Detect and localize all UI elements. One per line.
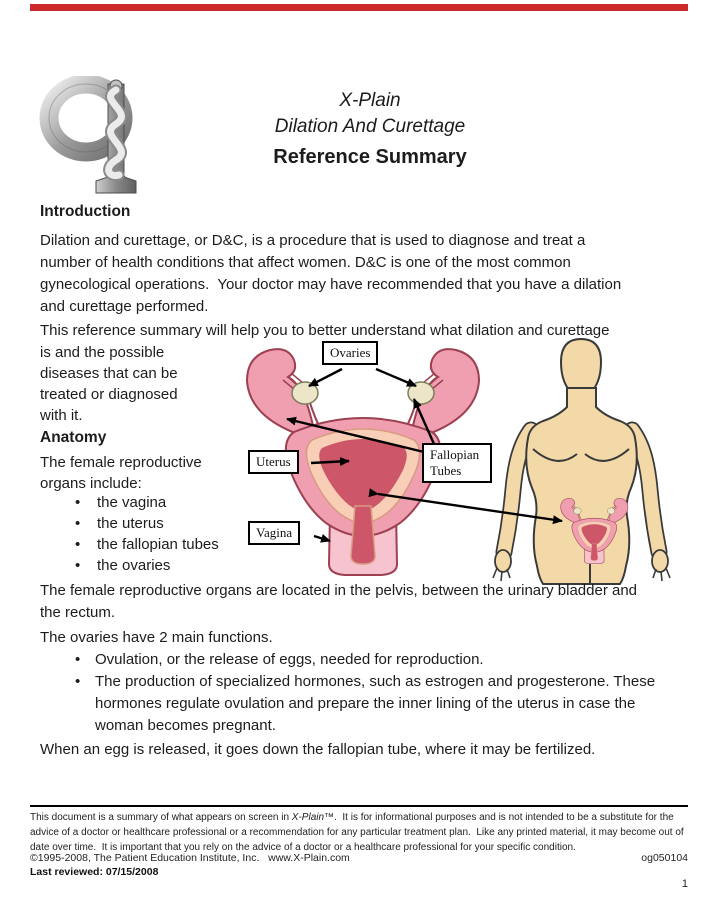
bullet-glyph: •: [75, 536, 81, 553]
footer-copyright: ©1995-2008, The Patient Education Institute, Inc. www.X-Plain.com: [30, 852, 350, 864]
title-subtitle: Reference Summary: [273, 146, 467, 168]
disclaimer-brand: X-Plain™: [291, 812, 335, 823]
bullet-glyph: •: [75, 557, 81, 574]
title-topic: Dilation And Curettage: [274, 116, 466, 137]
document-id: og050104: [641, 852, 688, 864]
anatomy-heading: Anatomy: [40, 429, 107, 446]
list-item-label: the fallopian tubes: [97, 536, 219, 553]
pelvis-paragraph: The female reproductive organs are located in the pelvis, between the urinary bladder and the rectum.: [40, 582, 642, 621]
list-item-label: The production of specialized hormones, such as estrogen and progesterone. These hormones regulate ovulation and prepare the inner lining of the uterus in case the woman becomes pregnant.: [95, 673, 660, 734]
label-ovaries: Ovaries: [322, 341, 378, 365]
list-item: [75, 649, 667, 671]
summary-paragraph-wrapped: is and the possible diseases that can be treated or diagnosed with it.: [40, 344, 182, 424]
introduction-paragraph: Dilation and curettage, or D&C, is a procedure that is used to diagnose and treat a number of health conditions that affect women. D&C is one of the most common gynecological operations. Your doctor may have recommended that you have a dilation and curettage performed.: [40, 232, 626, 315]
footer-disclaimer: [30, 810, 688, 855]
anatomy-lead: The female reproductive organs include:: [40, 454, 206, 492]
ovaries-functions-lead: The ovaries have 2 main functions.: [40, 629, 273, 646]
egg-paragraph: When an egg is released, it goes down the fallopian tube, where it may be fertilized.: [40, 741, 596, 758]
label-fallopian-tubes: Fallopian Tubes: [422, 443, 492, 483]
bullet-glyph: •: [75, 651, 81, 668]
title-brand: X-Plain: [339, 90, 401, 111]
list-item-label: the vagina: [97, 494, 167, 511]
disclaimer-text: This document is a summary of what appears on screen in: [30, 812, 292, 823]
list-item: [75, 671, 667, 737]
disclaimer-text: . It is for informational purposes and is not intended to be a substitute for the advice of a doctor or healthcare professional or a recommendation for any particular treatment plan. Like any printed material, it may become out of date over time. It is important that you rely on the advice of a doctor or a healthcare professional for your specific condition.: [30, 812, 687, 853]
last-reviewed: Last reviewed: 07/15/2008: [30, 866, 159, 878]
summary-paragraph-line1: This reference summary will help you to better understand what dilation and curettage: [40, 322, 610, 339]
bullet-glyph: •: [75, 515, 81, 532]
label-vagina: Vagina: [248, 521, 300, 545]
list-item-label: the uterus: [97, 515, 164, 532]
list-item-label: the ovaries: [97, 557, 171, 574]
label-uterus: Uterus: [248, 450, 299, 474]
introduction-heading: Introduction: [40, 203, 131, 220]
bullet-glyph: •: [75, 673, 81, 690]
list-item-label: Ovulation, or the release of eggs, needed for reproduction.: [95, 651, 484, 668]
ovaries-functions-list: [75, 649, 667, 737]
bullet-glyph: •: [75, 494, 81, 511]
page-number: 1: [681, 878, 688, 890]
footer-rule: [30, 805, 688, 807]
female-figure: [493, 339, 670, 584]
